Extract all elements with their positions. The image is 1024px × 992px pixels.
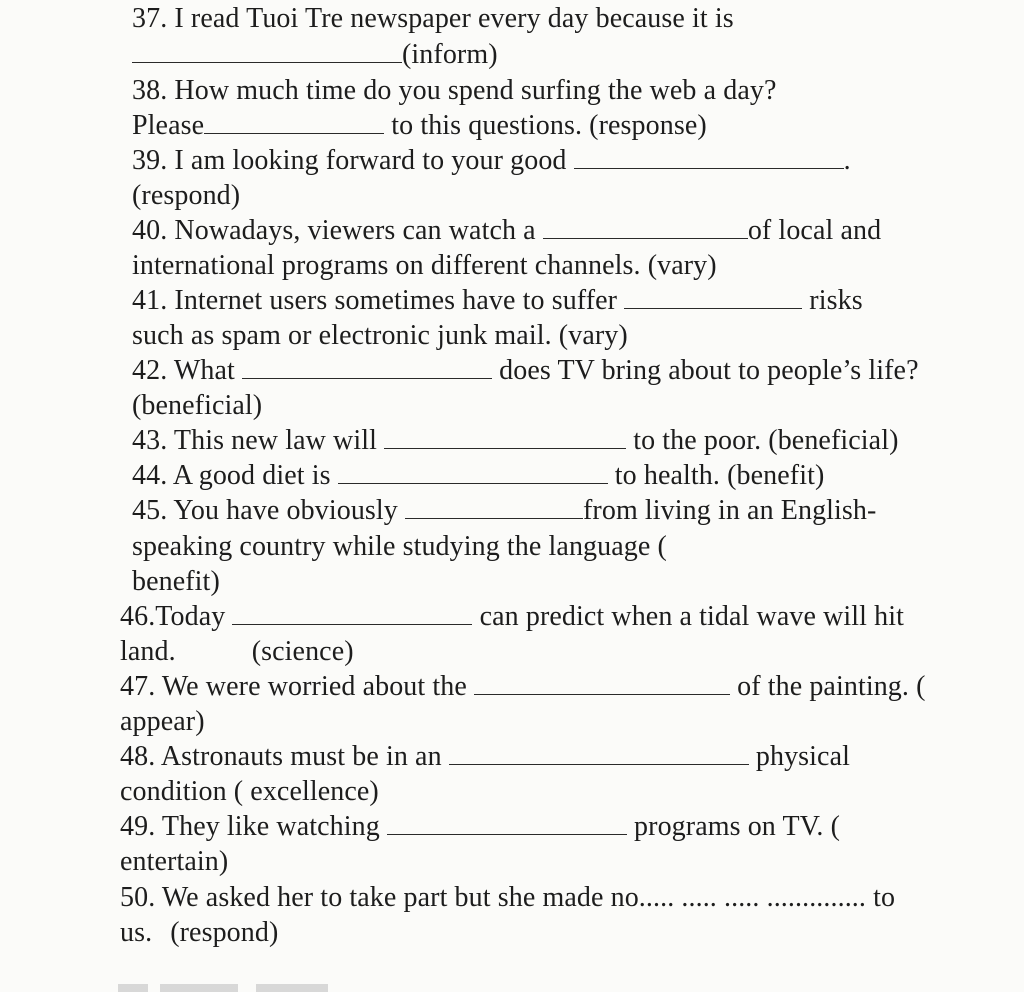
q37-answer-blank[interactable] bbox=[132, 40, 402, 63]
q42-text: 42. What bbox=[132, 355, 243, 386]
q45-line3 bbox=[132, 565, 220, 599]
q38-text-before: Please bbox=[132, 110, 205, 141]
q50-hint: (respond) bbox=[170, 917, 279, 948]
q47-line2 bbox=[120, 705, 205, 739]
q45-text-after: from living in an English- bbox=[583, 495, 877, 526]
q48-line2 bbox=[120, 775, 379, 809]
q47-text-after: of the painting. ( bbox=[730, 671, 926, 702]
q37-line1 bbox=[132, 2, 734, 36]
q45-text-cont: speaking country while studying the language ( bbox=[132, 531, 667, 562]
q42-text-after: does TV bring about to people’s life? bbox=[492, 355, 919, 386]
q46-text-cont: land. bbox=[120, 636, 176, 667]
q39-period: . bbox=[843, 145, 851, 176]
q40-text-after: of local and bbox=[747, 215, 882, 246]
q46-text-after: can predict when a tidal wave will hit bbox=[472, 601, 905, 632]
q44-answer-blank[interactable] bbox=[338, 461, 608, 484]
q42-line2 bbox=[132, 389, 262, 423]
q42-line1 bbox=[132, 354, 919, 388]
q47-hint: appear) bbox=[120, 706, 205, 737]
q46-text: 46.Today bbox=[120, 601, 233, 632]
q49-line2 bbox=[120, 845, 228, 879]
q48-line1 bbox=[120, 740, 850, 774]
q47-line1 bbox=[120, 670, 926, 704]
q50-line2 bbox=[120, 916, 278, 950]
q45-line1 bbox=[132, 494, 876, 528]
q47-answer-blank[interactable] bbox=[474, 672, 730, 695]
q40-line2 bbox=[132, 249, 717, 283]
q41-text-cont: such as spam or electronic junk mail. (vary) bbox=[132, 320, 628, 351]
q50-line1 bbox=[120, 881, 895, 915]
q39-text: 39. I am looking forward to your good bbox=[132, 145, 574, 176]
q38-answer-blank[interactable] bbox=[204, 111, 384, 134]
q37-text: 37. I read Tuoi Tre newspaper every day because it is bbox=[132, 3, 734, 34]
q38-line2 bbox=[132, 109, 707, 143]
q39-line1 bbox=[132, 144, 851, 178]
q45-hint: benefit) bbox=[132, 566, 220, 597]
q44-line1 bbox=[132, 459, 824, 493]
q39-line2 bbox=[132, 179, 240, 213]
q48-text-after: physical bbox=[748, 741, 850, 772]
q37-hint: (inform) bbox=[402, 39, 498, 70]
q40-line1 bbox=[132, 214, 881, 248]
q45-line2 bbox=[132, 530, 667, 564]
q43-text-after: to the poor. (beneficial) bbox=[626, 425, 899, 456]
q49-text: 49. They like watching bbox=[120, 811, 387, 842]
q44-text-after: to health. (benefit) bbox=[607, 460, 825, 491]
q41-line2 bbox=[132, 319, 628, 353]
q48-text: 48. Astronauts must be in an bbox=[120, 741, 449, 772]
q38-text-after: to this questions. (response) bbox=[384, 110, 707, 141]
q42-hint: (beneficial) bbox=[132, 390, 263, 421]
q41-answer-blank[interactable] bbox=[624, 286, 802, 309]
q40-text-cont: international programs on different channels. (vary) bbox=[132, 250, 717, 281]
q42-answer-blank[interactable] bbox=[242, 356, 492, 379]
q49-text-after: programs on TV. ( bbox=[626, 811, 841, 842]
cropped-next-line bbox=[118, 984, 418, 992]
q43-text: 43. This new law will bbox=[132, 425, 385, 456]
q49-hint: entertain) bbox=[120, 846, 229, 877]
q49-answer-blank[interactable] bbox=[387, 812, 627, 835]
q41-text-after: risks bbox=[802, 285, 863, 316]
q39-answer-blank[interactable] bbox=[574, 146, 844, 169]
q38-line1 bbox=[132, 74, 777, 108]
q40-text: 40. Nowadays, viewers can watch a bbox=[132, 215, 543, 246]
q44-text: 44. A good diet is bbox=[132, 460, 338, 491]
q47-text: 47. We were worried about the bbox=[120, 671, 474, 702]
q46-hint: (science) bbox=[251, 636, 354, 667]
q39-hint: (respond) bbox=[132, 180, 241, 211]
q46-line2 bbox=[120, 635, 354, 669]
q50-text: 50. We asked her to take part but she made no..... ..... ..... .............. to bbox=[120, 882, 896, 913]
q40-answer-blank[interactable] bbox=[543, 216, 748, 239]
q48-answer-blank[interactable] bbox=[449, 742, 749, 765]
q49-line1 bbox=[120, 810, 840, 844]
q41-line1 bbox=[132, 284, 863, 318]
q46-answer-blank[interactable] bbox=[232, 602, 472, 625]
q38-text: 38. How much time do you spend surfing the web a day? bbox=[132, 75, 777, 106]
q48-hint: condition ( excellence) bbox=[120, 776, 379, 807]
q50-text-cont: us. bbox=[120, 917, 153, 948]
q37-line2 bbox=[132, 38, 498, 72]
q46-line1 bbox=[120, 600, 904, 634]
q43-answer-blank[interactable] bbox=[384, 426, 626, 449]
q41-text: 41. Internet users sometimes have to suffer bbox=[132, 285, 625, 316]
q45-answer-blank[interactable] bbox=[405, 496, 583, 519]
q43-line1 bbox=[132, 424, 899, 458]
q45-text: 45. You have obviously bbox=[132, 495, 405, 526]
